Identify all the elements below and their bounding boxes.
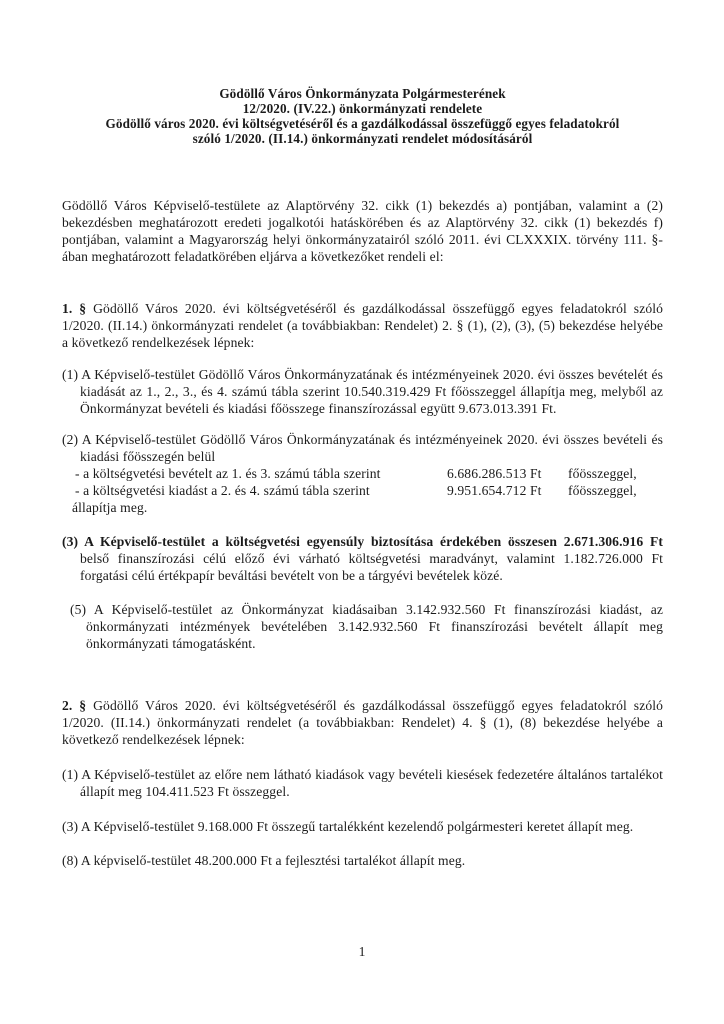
budget-expense-row xyxy=(75,482,663,499)
section-1-paragraph-1: (1) A Képviselő-testület Gödöllő Város Önkormányzatának és intézményeinek 2020. évi összes bevételét és kiadását az 1., 2., 3., és 4. számú tábla szerint 10.540.319.429 Ft főösszeggel állapítja meg, melyből az Önkormányzat bevételi és kiadási főösszege finanszírozással együtt 9.673.013.391 Ft. xyxy=(62,367,663,416)
section-1-paragraph-5: (5) A Képviselő-testület az Önkormányzat kiadásaiban 3.142.932.560 Ft finanszírozási kiadást, az önkormányzati intézmények bevételében 3.142.932.560 Ft finanszírozási bevételt állapít meg önkormányzati támogatásként. xyxy=(70,602,663,651)
section-1-paragraph-2 xyxy=(62,431,663,516)
document-title xyxy=(62,86,663,146)
section-2-paragraph-8: (8) A képviselő-testület 48.200.000 Ft a fejlesztési tartalékot állapít meg. xyxy=(62,853,466,868)
preamble-paragraph: Gödöllő Város Képviselő-testülete az Alaptörvény 32. cikk (1) bekezdés a) pontjában, valamint a (2) bekezdésben meghatározott eredeti jogalkotói hatáskörében és az Alaptörvény 32. cikk (1) bekezdés f) pontjában, valamint a Magyarország helyi önkormányzatairól szóló 2011. évi CLXXXIX. törvény 111. §-ában meghatározott feladatkörében eljárva a következőket rendeli el: xyxy=(62,198,663,264)
section-2-number: 2. § xyxy=(62,698,87,713)
document-content xyxy=(62,0,663,869)
section-2-paragraph-1: (1) A Képviselő-testület az előre nem látható kiadások vagy bevételi kiesések fedezetére általános tartalékot állapít meg 104.411.523 Ft összeggel. xyxy=(62,767,663,799)
section-1-paragraph-2-closing: állapítja meg. xyxy=(72,500,148,515)
budget-revenue-row xyxy=(75,465,663,482)
title-line-4: szóló 1/2020. (II.14.) önkormányzati rendelet módosításáról xyxy=(192,131,533,146)
title-line-1: Gödöllő Város Önkormányzata Polgármesterének xyxy=(219,86,506,101)
section-1-paragraph-2-intro: (2) A Képviselő-testület Gödöllő Város Önkormányzatának és intézményeinek 2020. évi összes bevételi és kiadási főösszegén belül xyxy=(62,432,663,464)
section-1-intro-text: Gödöllő Város 2020. évi költségvetéséről és gazdálkodással összefüggő egyes feladatokról szóló 1/2020. (II.14.) önkormányzati rendelet (a továbbiakban: Rendelet) 2. § (1), (2), (3), (5) bekezdése helyébe a következő rendelkezések lépnek: xyxy=(62,301,663,350)
budget-revenue-label: - a költségvetési bevételt az 1. és 3. számú tábla szerint xyxy=(75,466,381,481)
title-line-3: Gödöllő város 2020. évi költségvetéséről és a gazdálkodással összefüggő egyes feladatokról xyxy=(105,116,620,131)
budget-revenue-amount: 6.686.286.513 Ft xyxy=(447,466,542,481)
section-2-intro xyxy=(62,697,663,748)
budget-expense-amount: 9.951.654.712 Ft xyxy=(447,483,542,498)
page-number: 1 xyxy=(358,944,366,959)
section-1-paragraph-3 xyxy=(62,533,663,584)
section-1-paragraph-3-rest: belső finanszírozási célú előző évi várható költségvetési maradványt, valamint 1.182.726.000 Ft forgatási célú értékpapír beváltási bevételt von be a tárgyévi bevételek közé. xyxy=(80,551,663,583)
budget-expense-suffix: főösszeggel, xyxy=(568,483,637,498)
section-2-paragraph-3: (3) A Képviselő-testület 9.168.000 Ft összegű tartalékként kezelendő polgármesteri keretet állapít meg. xyxy=(62,819,634,834)
budget-expense-label: - a költségvetési kiadást a 2. és 4. számú tábla szerint xyxy=(75,483,370,498)
title-line-2: 12/2020. (IV.22.) önkormányzati rendelete xyxy=(242,101,483,116)
section-1-intro xyxy=(62,300,663,351)
section-2-intro-text: Gödöllő Város 2020. évi költségvetéséről és gazdálkodással összefüggő egyes feladatokról szóló 1/2020. (II.14.) önkormányzati rendelet (a továbbiakban: Rendelet) 4. § (1), (8) bekezdése helyébe a következő rendelkezések lépnek: xyxy=(62,698,663,747)
section-1-number: 1. § xyxy=(62,301,87,316)
budget-revenue-suffix: főösszeggel, xyxy=(568,466,637,481)
section-1-paragraph-3-bold: (3) A Képviselő-testület a költségvetési egyensúly biztosítása érdekében összesen 2.671.306.916 Ft xyxy=(62,534,663,549)
